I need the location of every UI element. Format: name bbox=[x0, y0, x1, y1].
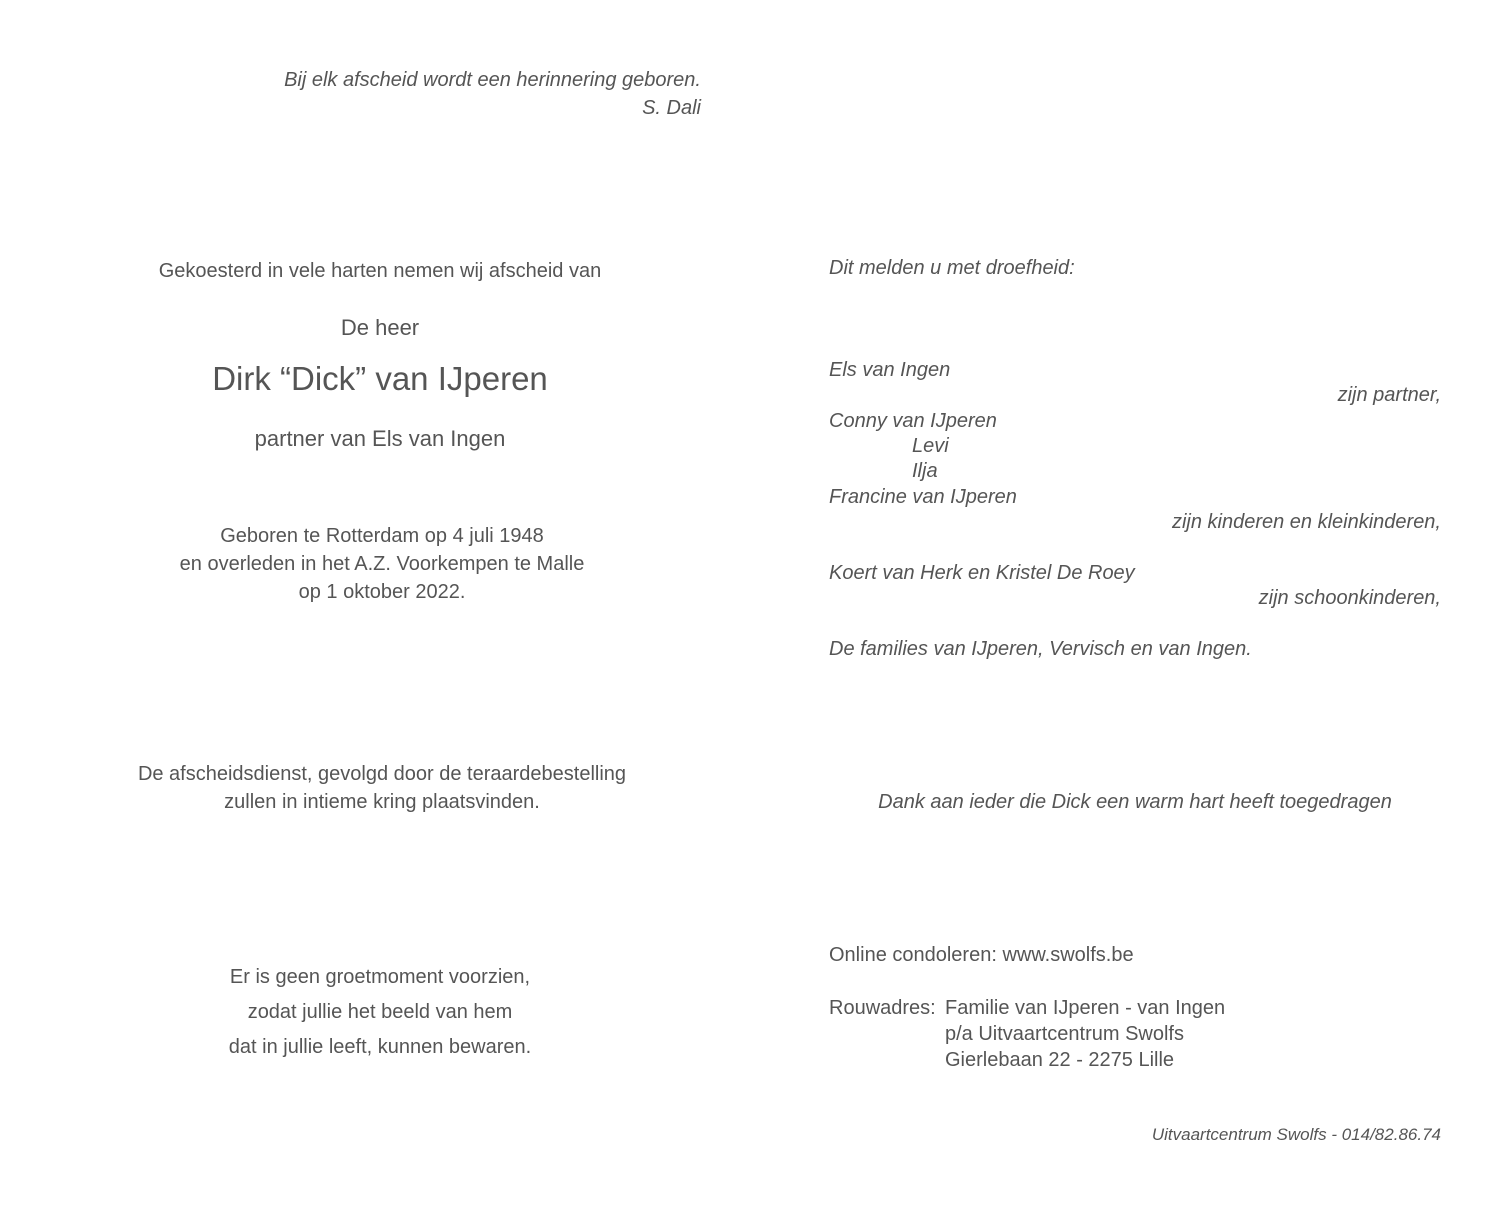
family-partner-role: zijn partner, bbox=[1337, 384, 1441, 406]
death-line: en overleden in het A.Z. Voorkempen te Malle bbox=[179, 553, 585, 575]
family-grandchild-name: Levi bbox=[912, 435, 949, 457]
greeting-block bbox=[60, 960, 700, 1065]
salutation: De heer bbox=[340, 315, 420, 340]
birth-death-block bbox=[62, 522, 702, 606]
family-notice-label: Dit melden u met droefheid: bbox=[829, 257, 1075, 279]
deceased-name: Dirk “Dick” van IJperen bbox=[212, 360, 548, 397]
death-date-line: op 1 oktober 2022. bbox=[298, 581, 466, 603]
family-extended: De families van IJperen, Vervisch en van Ingen. bbox=[829, 638, 1252, 660]
family-child-name: Francine van IJperen bbox=[829, 486, 1017, 508]
family-grandchild-name: Ilja bbox=[912, 460, 938, 482]
address-label: Rouwadres: bbox=[829, 997, 936, 1019]
birth-line: Geboren te Rotterdam op 4 juli 1948 bbox=[220, 525, 544, 547]
online-condolence: Online condoleren: www.swolfs.be bbox=[829, 944, 1134, 966]
family-child-name: Conny van IJperen bbox=[829, 410, 997, 432]
family-in-laws-role: zijn schoonkinderen, bbox=[1258, 587, 1441, 609]
family-children-role: zijn kinderen en kleinkinderen, bbox=[1171, 511, 1441, 533]
quote-author: S. Dali bbox=[642, 97, 701, 119]
funeral-home-footer: Uitvaartcentrum Swolfs - 014/82.86.74 bbox=[1151, 1125, 1441, 1144]
address-line: p/a Uitvaartcentrum Swolfs bbox=[945, 1023, 1184, 1045]
family-partner-name: Els van Ingen bbox=[829, 359, 951, 381]
greeting-line: dat in jullie leeft, kunnen bewaren. bbox=[228, 1036, 532, 1058]
family-in-laws: Koert van Herk en Kristel De Roey bbox=[829, 562, 1135, 584]
thanks-line: Dank aan ieder die Dick een warm hart heeft toegedragen bbox=[878, 791, 1392, 813]
service-line: De afscheidsdienst, gevolgd door de teraardebestelling bbox=[137, 763, 627, 785]
service-line: zullen in intieme kring plaatsvinden. bbox=[224, 791, 540, 813]
partner-line: partner van Els van Ingen bbox=[254, 426, 506, 451]
announcement-intro: Gekoesterd in vele harten nemen wij afscheid van bbox=[158, 260, 602, 282]
address-line: Gierlebaan 22 - 2275 Lille bbox=[945, 1049, 1175, 1071]
quote-block bbox=[284, 66, 701, 122]
address-line: Familie van IJperen - van Ingen bbox=[945, 997, 1226, 1019]
greeting-line: zodat jullie het beeld van hem bbox=[247, 1001, 513, 1023]
mourning-address-block bbox=[829, 995, 1225, 1073]
service-block bbox=[62, 760, 702, 816]
quote-text: Bij elk afscheid wordt een herinnering geboren. bbox=[284, 69, 701, 91]
greeting-line: Er is geen groetmoment voorzien, bbox=[229, 966, 531, 988]
